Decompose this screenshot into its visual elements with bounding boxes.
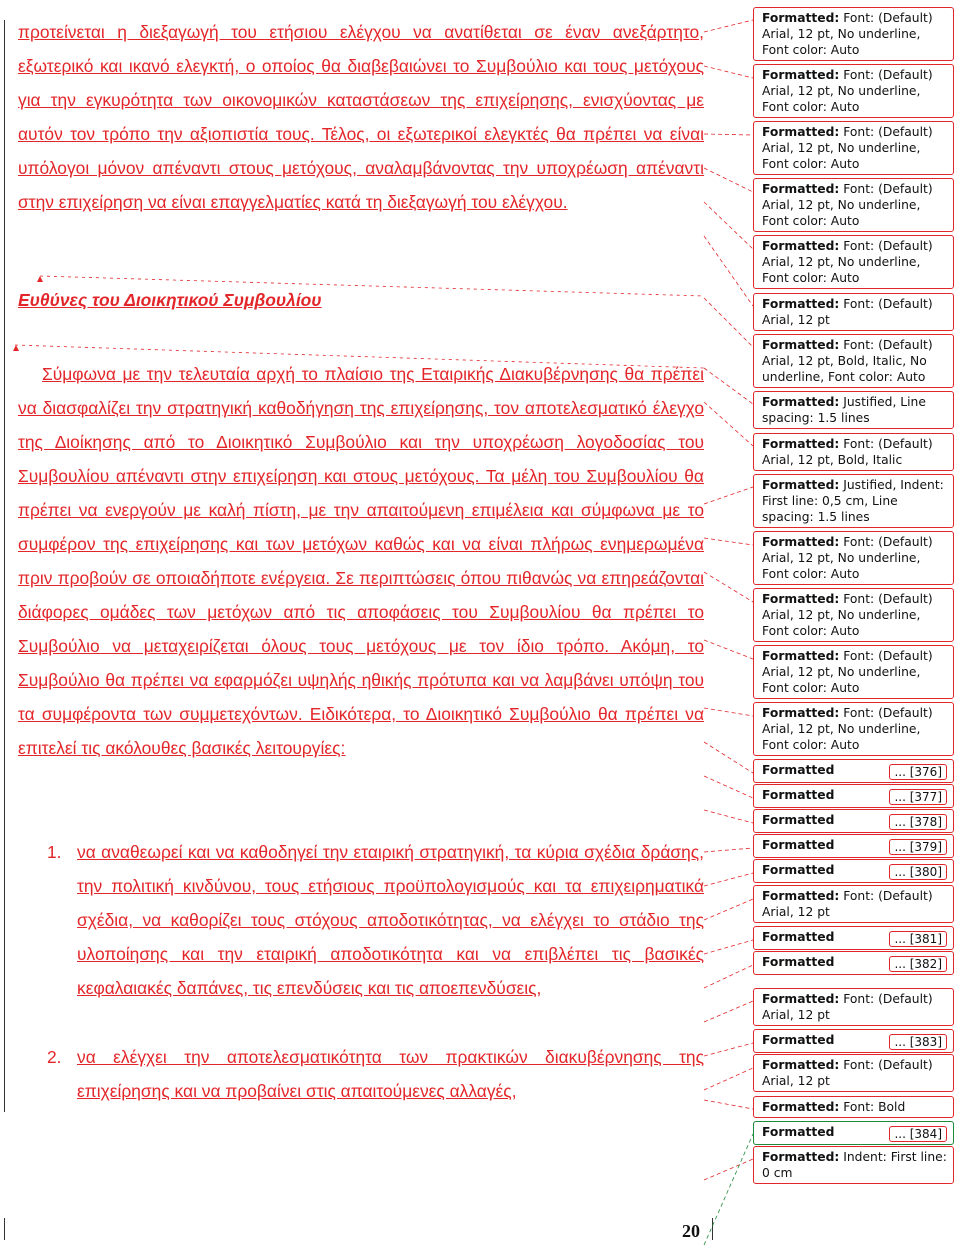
comment-balloon[interactable]: Formatted ... [378] <box>753 809 954 833</box>
comment-balloon[interactable]: Formatted: Justified, Indent: First line: 0,5 cm, Line spacing: 1.5 lines <box>753 474 954 528</box>
list-number: 1. <box>47 842 62 862</box>
comment-ref[interactable]: ... [381] <box>889 931 947 947</box>
paragraph-board-duties: Σύμφωνα με την τελευταία αρχή το πλαίσιο της Εταιρικής Διακυβέρνησης θα πρέπει να διασφαλίζει την στρατηγική καθοδήγηση της επιχείρησης, τον αποτελεσματικό έλεγχο της Διοίκησης από το Διοικητικό Συμβούλιο και την υποχρέωση λογοδοσίας του Συμβουλίου απέναντι στην επιχείρηση και στους μετόχους. Τα μέλη του Συμβουλίου θα πρέπει να ενεργούν με καλή πίστη, με την απαιτούμενη επιμέλεια και σύμφωνα με το συμφέρον της επιχείρησης και των μετόχων καθώς και να είναι πλήρως ενημερωμένα πριν προβούν σε οποιαδήποτε ενέργεια. Σε περιπτώσεις όπου πιθανώς να επηρεάζονται διάφορες ομάδες των μετόχων από τις αποφάσεις του Συμβουλίου θα πρέπει το Συμβούλιο να μεταχειρίζεται όλους τους μετόχους με τον ίδιο τρόπο. Ακόμη, το Συμβούλιο θα πρέπει να εφαρμόζει υψηλής ηθικής πρότυπα και να λαμβάνει υπόψη του τα συμφέροντα των συμμετεχόντων. Ειδικότερα, το Διοικητικό Συμβούλιο θα πρέπει να επιτελεί τις ακόλουθες βασικές λειτουργίες: <box>18 364 704 758</box>
comment-balloon[interactable]: Formatted ... [376] <box>753 759 954 783</box>
comment-balloon[interactable]: Formatted ... [384] <box>753 1121 954 1145</box>
comment-balloon[interactable]: Formatted ... [380] <box>753 859 954 883</box>
comment-balloon[interactable]: Formatted: Font: (Default) Arial, 12 pt, No underline, Font color: Auto <box>753 7 954 61</box>
list-text: να αναθεωρεί και να καθοδηγεί την εταιρική στρατηγική, τα κύρια σχέδια δράσης, την πολιτική κινδύνου, τους ετήσιους προϋπολογισμούς και τα επιχειρηματικά σχέδια, να καθορίζει τους στόχους αποδοτικότητας, να ελέγχει το στάδιο της υλοποίησης και την εταιρική αποδοτικότητα και να επιβλέπει τις βασικές κεφαλαιακές δαπάνες, τις επενδύσεις και τις αποεπενδύσεις, <box>77 842 704 998</box>
comment-balloon[interactable]: Formatted ... [382] <box>753 951 954 975</box>
comment-balloon[interactable]: Formatted ... [383] <box>753 1029 954 1053</box>
paragraph-audit: προτείνεται η διεξαγωγή του ετήσιου ελέγχου να ανατίθεται σε έναν ανεξάρτητο, εξωτερικό και ικανό ελεγκτή, ο οποίος θα διαβεβαιώνει το Συμβούλιο και τους μετόχους για την εγκυρότητα των οικονομικών καταστάσεων της επιχείρησης, ενισχύοντας με αυτόν τον τρόπο την αξιοπιστία τους. Τέλος, οι εξωτερικοί ελεγκτές θα πρέπει να είναι υπόλογοι μόνον απέναντι στους μετόχους, αναλαμβάνοντας την υποχρέωση απέναντι στην επιχείρηση να είναι επαγγελματίες κατά τη διεξαγωγή του ελέγχου. <box>18 22 704 212</box>
list-text: να ελέγχει την αποτελεσματικότητα των πρακτικών διακυβέρνησης της επιχείρησης και να προβαίνει στις απαιτούμενες αλλαγές, <box>77 1047 704 1101</box>
comment-balloon[interactable]: Formatted: Font: (Default) Arial, 12 pt, No underline, Font color: Auto <box>753 121 954 175</box>
comment-balloon[interactable]: Formatted: Font: (Default) Arial, 12 pt, No underline, Font color: Auto <box>753 645 954 699</box>
comment-ref[interactable]: ... [378] <box>889 814 947 830</box>
comment-balloon[interactable]: Formatted ... [379] <box>753 834 954 858</box>
comment-balloon[interactable]: Formatted ... [381] <box>753 926 954 950</box>
comment-ref[interactable]: ... [382] <box>889 956 947 972</box>
comment-balloon[interactable]: Formatted: Font: (Default) Arial, 12 pt, Bold, Italic, No underline, Font color: Auto <box>753 334 954 388</box>
list-number: 2. <box>47 1047 62 1067</box>
comment-ref[interactable]: ... [383] <box>889 1034 947 1050</box>
comment-balloon[interactable]: Formatted: Font: (Default) Arial, 12 pt, No underline, Font color: Auto <box>753 531 954 585</box>
comment-balloon[interactable]: Formatted: Font: (Default) Arial, 12 pt, Bold, Italic <box>753 433 954 471</box>
comment-ref[interactable]: ... [380] <box>889 864 947 880</box>
comment-balloon[interactable]: Formatted: Indent: First line: 0 cm <box>753 1146 954 1184</box>
comment-balloon[interactable]: Formatted: Font: Bold <box>753 1096 954 1118</box>
comment-balloon[interactable]: Formatted: Justified, Line spacing: 1.5 lines <box>753 391 954 429</box>
comment-ref[interactable]: ... [384] <box>889 1126 947 1142</box>
comment-balloon[interactable]: Formatted: Font: (Default) Arial, 12 pt <box>753 1054 954 1092</box>
comment-balloon[interactable]: Formatted: Font: (Default) Arial, 12 pt, No underline, Font color: Auto <box>753 588 954 642</box>
comment-balloon[interactable]: Formatted: Font: (Default) Arial, 12 pt <box>753 885 954 923</box>
comment-balloon[interactable]: Formatted: Font: (Default) Arial, 12 pt <box>753 293 954 331</box>
page-number: 20 <box>682 1221 700 1241</box>
section-heading: Ευθύνες του Διοικητικού Συμβουλίου <box>18 290 322 310</box>
comment-balloon[interactable]: Formatted ... [377] <box>753 784 954 808</box>
comment-balloon[interactable]: Formatted: Font: (Default) Arial, 12 pt, No underline, Font color: Auto <box>753 64 954 118</box>
comment-ref[interactable]: ... [376] <box>889 764 947 780</box>
comment-balloon[interactable]: Formatted: Font: (Default) Arial, 12 pt, No underline, Font color: Auto <box>753 235 954 289</box>
comment-ref[interactable]: ... [377] <box>889 789 947 805</box>
comment-balloon[interactable]: Formatted: Font: (Default) Arial, 12 pt <box>753 988 954 1026</box>
comment-balloon[interactable]: Formatted: Font: (Default) Arial, 12 pt, No underline, Font color: Auto <box>753 702 954 756</box>
comment-ref[interactable]: ... [379] <box>889 839 947 855</box>
comment-balloon[interactable]: Formatted: Font: (Default) Arial, 12 pt, No underline, Font color: Auto <box>753 178 954 232</box>
